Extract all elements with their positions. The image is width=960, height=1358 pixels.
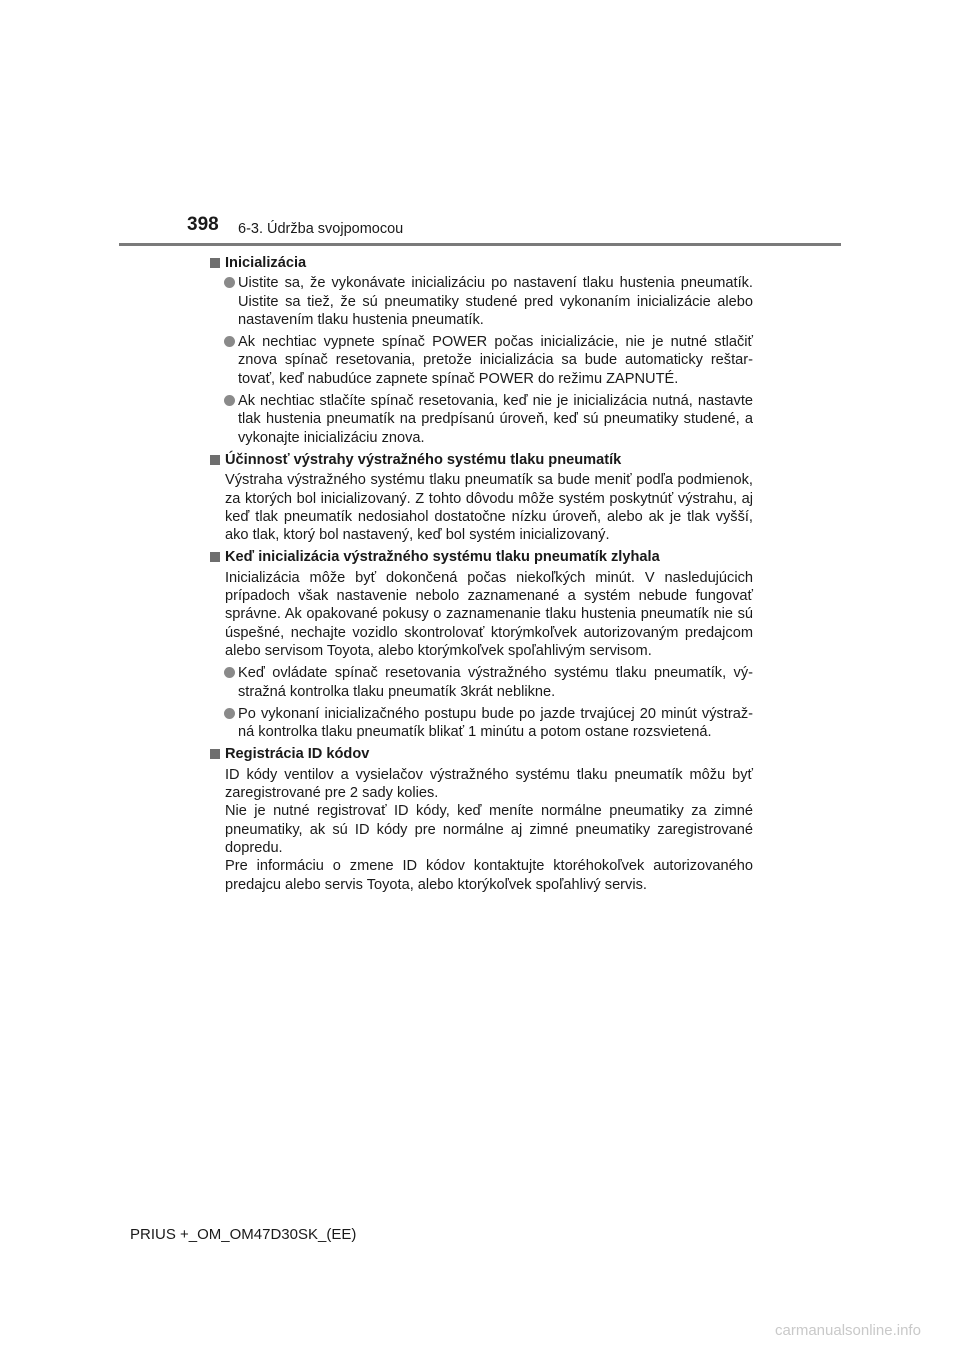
page-number: 398 <box>187 214 219 235</box>
header-divider <box>119 243 841 246</box>
section-heading <box>208 254 753 272</box>
list-item-text: Ak nechtiac vypnete spínač POWER počas inicializácie, nie je nutné stlačiť znova spínač resetovania, pretože inicializácia sa bude automaticky reštartovať, keď nabudúce zapnete spínač POWER do režimu ZAPNUTÉ. <box>238 334 753 387</box>
list-item <box>208 333 753 388</box>
section-title: 6-3. Údržba svojpomocou <box>238 221 404 237</box>
section-paragraph: Výstraha výstražného systému tlaku pneumatík sa bude meniť podľa podmienok, za ktorých bol inicializovaný. Z tohto dôvodu môže systém poskytnúť výstrahu, aj keď tlak pneumatík nedosiahol dostatočne nízku úroveň, alebo ak je tlak vyšší, ako tlak, ktorý bol nastavený, keď bol systém inicializovaný. <box>225 472 753 544</box>
square-bullet-icon <box>210 455 220 465</box>
circle-bullet-icon <box>224 277 235 288</box>
paragraph-line: ID kódy ventilov a vysielačov výstražného systému tlaku pneumatík môžu byť zaregistrované pre 2 sady kolies. <box>225 766 753 802</box>
section-warning-effectiveness <box>208 451 753 544</box>
paragraph-line: Pre informáciu o zmene ID kódov kontaktujte ktoréhokoľvek autorizovaného predajcu alebo servis Toyota, alebo ktorýkoľvek spoľahlivý servis. <box>225 858 753 893</box>
section-initialization-failed <box>208 548 753 741</box>
circle-bullet-icon <box>224 395 235 406</box>
page-content <box>208 254 753 898</box>
section-paragraph: Inicializácia môže byť dokončená počas niekoľkých minút. V nasledujúcich prípadoch však nastavenie nebolo zaznamenané a systém nebude fungovať správne. Ak opakované pokusy o zaznamenanie tlaku hustenia pneumatík nie sú úspešné, nechajte vozidlo skontrolovať ktorýmkoľvek autorizovaným predajcom alebo servisom Toyota, alebo ktorýmkoľvek spoľahlivým servisom. <box>225 569 753 659</box>
section-initialization <box>208 254 753 447</box>
section-heading-text: Keď inicializácia výstražného systému tlaku pneumatík zlyhala <box>225 549 660 566</box>
circle-bullet-icon <box>224 708 235 719</box>
section-heading-text: Registrácia ID kódov <box>225 746 370 763</box>
square-bullet-icon <box>210 749 220 759</box>
document-code: PRIUS +_OM_OM47D30SK_(EE) <box>130 1226 357 1243</box>
paragraph-line: Nie je nutné registrovať ID kódy, keď meníte normálne pneumatiky za zimné pneumatiky, ak sú ID kódy pre normálne aj zimné pneumatiky zaregistrované dopredu. <box>225 803 753 856</box>
section-heading <box>208 451 753 469</box>
list-item <box>208 705 753 742</box>
list-item-text: Po vykonaní inicializačného postupu bude po jazde trvajúcej 20 minút výstražná kontrolka tlaku pneumatík blikať 1 minútu a potom ostane rozsvietená. <box>238 705 753 741</box>
square-bullet-icon <box>210 552 220 562</box>
page-header <box>0 0 960 250</box>
section-heading-text: Inicializácia <box>225 255 307 271</box>
square-bullet-icon <box>210 258 220 268</box>
section-id-code-registration <box>208 745 753 893</box>
section-heading <box>208 548 753 566</box>
section-heading <box>208 745 753 763</box>
list-item-text: Keď ovládate spínač resetovania výstražného systému tlaku pneumatík, výstražná kontrolka tlaku pneumatík 3krát neblikne. <box>238 665 753 700</box>
list-item <box>208 392 753 447</box>
circle-bullet-icon <box>224 667 235 678</box>
list-item <box>208 664 753 701</box>
section-paragraph <box>208 766 753 894</box>
section-heading-text: Účinnosť výstrahy výstražného systému tlaku pneumatík <box>225 451 622 468</box>
list-item-text: Ak nechtiac stlačíte spínač resetovania, keď nie je inicializácia nutná, nastavte tlak hustenia pneumatík na predpísanú úroveň, keď sú pneumatiky studené, a vykonajte inicializáciu znova. <box>238 393 753 446</box>
circle-bullet-icon <box>224 336 235 347</box>
watermark: carmanualsonline.info <box>775 1322 921 1339</box>
list-item <box>208 274 753 329</box>
list-item-text: Uistite sa, že vykonávate inicializáciu po nastavení tlaku hustenia pneumatík. Uistite sa tiež, že sú pneumatiky studené pred vykonaním inicializácie alebo nastavením tlaku hustenia pneumatík. <box>238 275 753 328</box>
